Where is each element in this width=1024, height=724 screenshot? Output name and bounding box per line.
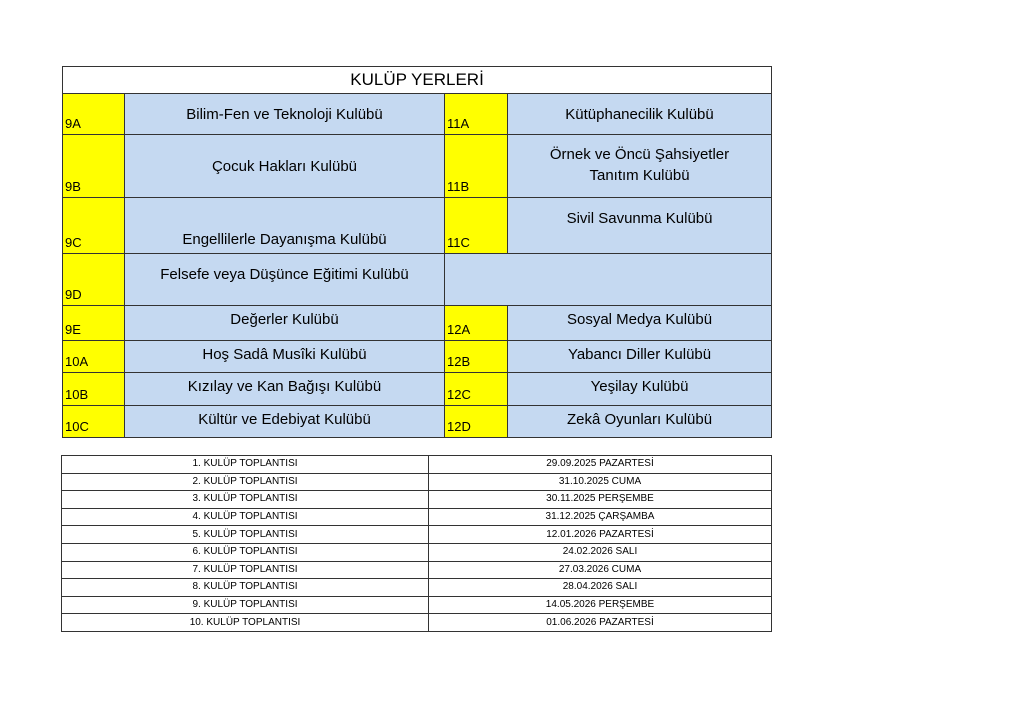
class-label: 9E: [63, 306, 125, 341]
class-label: 12D: [445, 406, 508, 438]
meeting-name: 2. KULÜP TOPLANTISI: [62, 473, 429, 491]
club-name-line: Örnek ve Öncü Şahsiyetler: [549, 146, 730, 163]
class-label: 10B: [63, 373, 125, 406]
class-label: 12C: [445, 373, 508, 406]
table-row: [62, 526, 772, 544]
meeting-date: 12.01.2026 PAZARTESİ: [429, 526, 772, 544]
club-name: Çocuk Hakları Kulübü: [125, 135, 445, 198]
class-label: 9C: [63, 198, 125, 254]
table-row: [62, 543, 772, 561]
table-row: [62, 456, 772, 474]
table-row: [62, 596, 772, 614]
meeting-name: 4. KULÜP TOPLANTISI: [62, 508, 429, 526]
club-name: Hoş Sadâ Musîki Kulübü: [125, 341, 445, 373]
class-label: 12B: [445, 341, 508, 373]
class-label: 10A: [63, 341, 125, 373]
page-title: KULÜP YERLERİ: [63, 67, 772, 94]
meeting-name: 6. KULÜP TOPLANTISI: [62, 543, 429, 561]
class-label: 11B: [445, 135, 508, 198]
meeting-name: 7. KULÜP TOPLANTISI: [62, 561, 429, 579]
class-label: 11A: [445, 94, 508, 135]
meeting-date: 24.02.2026 SALI: [429, 543, 772, 561]
club-locations-table: [62, 66, 772, 438]
club-name: Sivil Savunma Kulübü: [508, 198, 772, 254]
club-name: Sosyal Medya Kulübü: [508, 306, 772, 341]
meeting-name: 9. KULÜP TOPLANTISI: [62, 596, 429, 614]
meeting-date: 27.03.2026 CUMA: [429, 561, 772, 579]
club-name: Kızılay ve Kan Bağışı Kulübü: [125, 373, 445, 406]
table-row: [62, 508, 772, 526]
class-label: 9B: [63, 135, 125, 198]
meeting-date: 28.04.2026 SALI: [429, 579, 772, 597]
class-label: 9D: [63, 254, 125, 306]
club-name: Yeşilay Kulübü: [508, 373, 772, 406]
table-row: [62, 491, 772, 509]
meeting-date: 29.09.2025 PAZARTESİ: [429, 456, 772, 474]
meeting-date: 31.12.2025 ÇARŞAMBA: [429, 508, 772, 526]
meeting-date: 31.10.2025 CUMA: [429, 473, 772, 491]
table-row: [62, 473, 772, 491]
club-name: [508, 135, 772, 198]
club-name: Kütüphanecilik Kulübü: [508, 94, 772, 135]
meeting-date: 01.06.2026 PAZARTESİ: [429, 614, 772, 632]
empty-cell: [445, 254, 772, 306]
club-name: Yabancı Diller Kulübü: [508, 341, 772, 373]
class-label: 12A: [445, 306, 508, 341]
table-row: [62, 614, 772, 632]
table-row: [62, 579, 772, 597]
club-name: Kültür ve Edebiyat Kulübü: [125, 406, 445, 438]
meeting-name: 3. KULÜP TOPLANTISI: [62, 491, 429, 509]
club-name: Bilim-Fen ve Teknoloji Kulübü: [125, 94, 445, 135]
meeting-name: 10. KULÜP TOPLANTISI: [62, 614, 429, 632]
meeting-date: 14.05.2026 PERŞEMBE: [429, 596, 772, 614]
meeting-name: 5. KULÜP TOPLANTISI: [62, 526, 429, 544]
club-name-line: Tanıtım Kulübü: [589, 167, 690, 184]
table-row: [62, 561, 772, 579]
meeting-date: 30.11.2025 PERŞEMBE: [429, 491, 772, 509]
club-name: Değerler Kulübü: [125, 306, 445, 341]
meeting-schedule-table: [61, 455, 772, 632]
meeting-name: 1. KULÜP TOPLANTISI: [62, 456, 429, 474]
club-name: Engellilerle Dayanışma Kulübü: [125, 198, 445, 254]
class-label: 9A: [63, 94, 125, 135]
class-label: 11C: [445, 198, 508, 254]
meeting-name: 8. KULÜP TOPLANTISI: [62, 579, 429, 597]
club-name: Felsefe veya Düşünce Eğitimi Kulübü: [125, 254, 445, 306]
club-name: Zekâ Oyunları Kulübü: [508, 406, 772, 438]
class-label: 10C: [63, 406, 125, 438]
